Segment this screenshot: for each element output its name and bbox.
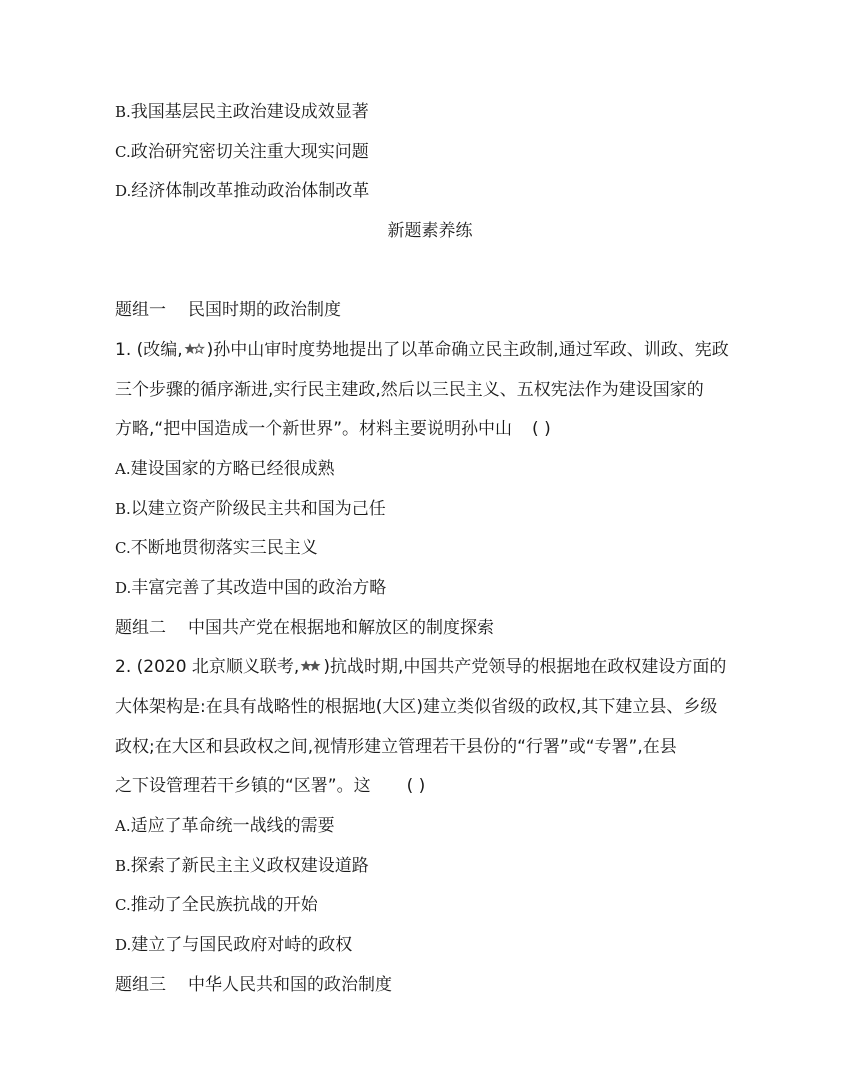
option-b-prev: B.我国基层民主政治建设成效显著 [115,102,369,122]
difficulty-stars-icon [300,659,322,673]
answer-blank: ( ) [532,419,551,439]
q1-option-a: A.建设国家的方略已经很成熟 [115,459,335,479]
answer-blank: ( ) [406,776,426,796]
q2-option-b: B.探索了新民主主义政权建设道路 [115,856,369,876]
question2-line1: 2. (2020 北京顺义联考, )抗战时期,中国共产党领导的根据地在政权建设方面的 [115,657,727,677]
q2-option-c: C.推动了全民族抗战的开始 [115,895,318,915]
question2-line2: 大体架构是:在具有战略性的根据地(大区)建立类似省级的政权,其下建立县、乡级 [115,697,718,717]
question1-line1: 1. (改编, )孙中山审时度势地提出了以革命确立民主政制,通过军政、训政、宪政 [115,340,729,360]
option-c-prev: C.政治研究密切关注重大现实问题 [115,142,369,162]
group1-heading: 题组一 民国时期的政治制度 [115,300,341,320]
q1-option-c: C.不断地贯彻落实三民主义 [115,538,318,558]
question2-line3: 政权;在大区和县政权之间,视情形建立管理若干县份的“行署”或“专署”,在县 [115,737,677,757]
group3-heading: 题组三 中华人民共和国的政治制度 [115,975,392,995]
question2-line4: 之下设管理若干乡镇的“区署”。这 ( ) [115,776,426,796]
question1-line2: 三个步骤的循序渐进,实行民主建政,然后以三民主义、五权宪法作为建设国家的 [115,380,704,400]
difficulty-stars-icon [184,342,206,356]
q1-option-b: B.以建立资产阶级民主共和国为己任 [115,499,386,519]
q1-option-d: D.丰富完善了其改造中国的政治方略 [115,578,387,598]
section-title: 新题素养练 [387,221,473,241]
q2-option-a: A.适应了革命统一战线的需要 [115,816,335,836]
group2-heading: 题组二 中国共产党在根据地和解放区的制度探索 [115,618,494,638]
option-d-prev: D.经济体制改革推动政治体制改革 [115,181,370,201]
q2-option-d: D.建立了与国民政府对峙的政权 [115,935,353,955]
question1-line3: 方略,“把中国造成一个新世界”。材料主要说明孙中山 ( ) [115,419,551,439]
